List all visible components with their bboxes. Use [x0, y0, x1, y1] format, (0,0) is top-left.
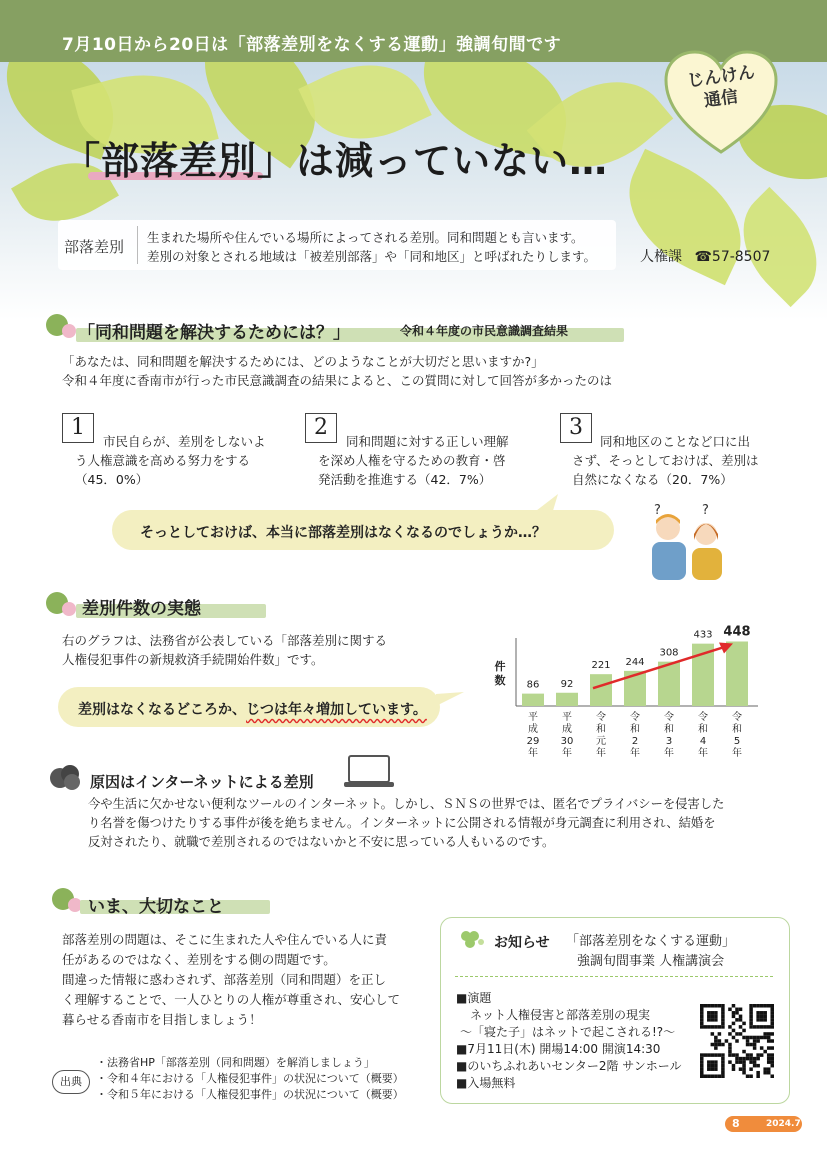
survey-item — [75, 432, 305, 489]
section4-line: 任があるのではなく、差別をする側の問題です。 — [62, 952, 336, 967]
clover-icon — [456, 928, 486, 952]
sources-list — [96, 1055, 404, 1103]
svg-text:?: ? — [654, 503, 661, 518]
item-line: を深め人権を守るための教育・啓 — [318, 453, 506, 468]
badge-line2: 通信 — [702, 86, 740, 112]
chart-tick-label: 年 — [562, 748, 572, 759]
chart-bar — [522, 694, 544, 706]
chart-tick-label: 和 — [698, 724, 708, 735]
section3-line: り名誉を傷つけたりする事件が後を絶ちません。インターネットに公開される情報が身元調査に利用され、結婚を — [88, 816, 716, 830]
source-item: ・法務省HP「部落差別（同和問題）を解消しましょう」 — [96, 1056, 375, 1069]
chart-tick-label: 年 — [528, 748, 538, 759]
increase-plain: 差別はなくなるどころか、 — [78, 702, 246, 718]
qr-code-icon[interactable] — [700, 1004, 774, 1078]
notice-title — [566, 932, 735, 972]
contact-dept: 人権課 — [640, 249, 682, 265]
section4-text — [62, 930, 400, 1030]
chart-value-label: 308 — [659, 647, 679, 659]
survey-item — [318, 432, 548, 489]
bubble-tail-icon — [528, 492, 568, 514]
increase-emphasis: じつは年々増加しています。 — [246, 702, 427, 718]
chart-bar — [556, 693, 578, 706]
definition-line: 差別の対象とされる地域は「被差別部落」や「同和地区」と呼ばれたりします。 — [147, 249, 597, 264]
section3-line: 今や生活に欠かせない便利なツールのインターネット。しかし、ＳＮＳの世界では、匿名でプライバシーを侵害した — [88, 797, 725, 811]
item-line: 同和地区のことなど口に出 — [600, 434, 751, 449]
notice-date: ■7月11日(木) 開場14:00 開演14:30 — [456, 1042, 661, 1056]
chart-tick-label: 和 — [664, 724, 674, 735]
chart-tick-label: 平 — [528, 712, 538, 723]
item-line: 同和問題に対する正しい理解 — [346, 434, 509, 449]
chart-tick-label: 令 — [698, 712, 708, 723]
chart-tick-label: 令 — [630, 712, 640, 723]
chart-tick-label: 年 — [664, 748, 674, 759]
chart-tick-label: 和 — [596, 724, 606, 735]
chart-value-label: 92 — [560, 678, 574, 690]
notice-fee: ■入場無料 — [456, 1076, 516, 1090]
dark-cloud-icon — [46, 762, 82, 792]
item-number: 3 — [560, 413, 592, 443]
chart-tick-label: 2 — [631, 736, 639, 747]
item-number: 1 — [62, 413, 94, 443]
notice-venue: ■のいちふれあいセンター2階 サンホール — [456, 1059, 682, 1073]
notice-topic-label: ■演題 — [456, 991, 492, 1005]
section4-line: 部落差別の問題は、そこに生まれた人や住んでいる人に責 — [62, 932, 388, 947]
laptop-icon — [342, 754, 396, 790]
chart-ylabel: 件数 — [494, 660, 506, 687]
chart-tick-label: 令 — [732, 712, 742, 723]
increase-text — [78, 699, 427, 719]
intro-line: 「あなたは、同和問題を解決するためには、どのようなことが大切だと思いますか?」 — [62, 354, 544, 369]
section3-line: 反対されたり、就職で差別されるのではないかと不安に思っている人もいるのです。 — [88, 835, 555, 849]
definition-text — [147, 228, 596, 266]
item-number: 2 — [305, 413, 337, 443]
bubble-text: そっとしておけば、本当に部落差別はなくなるのでしょうか…？ — [140, 525, 546, 541]
section3-text — [88, 795, 724, 852]
case-count-chart — [490, 624, 760, 784]
source-item: ・令和５年における「人権侵犯事件」の状況について（概要） — [96, 1088, 404, 1101]
contact-info — [640, 246, 770, 266]
notice-topic: 〜「寝た子」はネットで起こされる!?〜 — [460, 1025, 676, 1039]
sources-label: 出典 — [52, 1070, 90, 1094]
intro-line: 令和４年度に香南市が行った市民意識調査の結果によると、この質問に対して回答が多かったのは — [62, 373, 613, 388]
definition-line: 生まれた場所や住んでいる場所によってされる差別。同和問題とも言います。 — [147, 230, 584, 245]
section1-subtitle: 令和４年度の市民意識調査結果 — [400, 324, 569, 338]
heart-badge-text — [662, 62, 780, 112]
notice-label: お知らせ — [494, 935, 550, 951]
chart-tick-label: 5 — [733, 736, 741, 747]
chart-tick-label: 3 — [665, 736, 673, 747]
chart-tick-label: 成 — [562, 724, 572, 735]
item-line: さず、そっとしておけば、差別は — [572, 453, 759, 468]
contact-phone: 57-8507 — [711, 249, 771, 265]
section-bullet-icon — [62, 602, 76, 616]
chart-tick-label: 年 — [630, 748, 640, 759]
page-title: 「部落差別」は減っていない… — [62, 139, 609, 183]
section1-title: 「同和問題を解決するためには？」 — [78, 323, 350, 343]
chart-value-label: 244 — [625, 656, 645, 668]
chart-tick-label: 平 — [562, 712, 572, 723]
notice-title-line: 「部落差別をなくする運動」 — [566, 934, 736, 949]
section4-line: く理解することで、一人ひとりの人権が尊重され、安心して — [62, 992, 401, 1007]
section1-intro — [62, 352, 612, 390]
chart-value-label: 86 — [526, 679, 540, 691]
section2-text — [62, 631, 387, 669]
chart-tick-label: 4 — [699, 736, 707, 747]
chart-tick-label: 和 — [630, 724, 640, 735]
chart-tick-label: 29 — [526, 736, 540, 747]
badge-line1: じんけん — [685, 62, 757, 92]
item-line: う人権意識を高める努力をする — [75, 453, 251, 468]
section3-title: 原因はインターネットによる差別 — [90, 773, 314, 791]
survey-item — [572, 432, 782, 489]
chart-tick-label: 年 — [596, 748, 606, 759]
thinking-people-icon — [636, 500, 732, 580]
section4-title: いま、大切なこと — [88, 897, 224, 917]
section2-line: 右のグラフは、法務省が公表している「部落差別に関する — [62, 633, 388, 648]
section4-line: 間違った情報に惑わされず、部落差別（同和問題）を正し — [62, 972, 387, 987]
definition-divider — [137, 226, 138, 264]
phone-icon: ☎ — [694, 249, 712, 265]
section4-line: 暮らせる香南市を目指しましょう！ — [62, 1012, 262, 1027]
page-number: 8 — [732, 1117, 740, 1130]
chart-tick-label: 令 — [664, 712, 674, 723]
chart-tick-label: 元 — [596, 736, 606, 747]
chart-tick-label: 年 — [698, 748, 708, 759]
chart-bar — [590, 674, 612, 706]
chart-tick-label: 成 — [528, 724, 538, 735]
chart-value-label: 433 — [693, 629, 713, 641]
notice-divider — [455, 976, 773, 978]
chart-value-label: 448 — [723, 624, 751, 640]
item-line: 市民自らが、差別をしないよ — [103, 434, 266, 449]
item-line: （45．0%） — [75, 472, 149, 487]
issue-date: 2024.7 — [766, 1119, 801, 1129]
chart-value-label: 221 — [591, 660, 611, 672]
notice-title-line: 強調旬間事業 人権講演会 — [576, 954, 725, 969]
banner-text: 7月10日から20日は「部落差別をなくする運動」強調旬間です — [62, 35, 562, 55]
item-line: 発活動を推進する（42．7%） — [318, 472, 492, 487]
svg-text:?: ? — [702, 503, 709, 518]
section-bullet-icon — [62, 324, 76, 338]
chart-tick-label: 30 — [560, 736, 574, 747]
definition-label: 部落差別 — [64, 238, 125, 256]
source-item: ・令和４年における「人権侵犯事件」の状況について（概要） — [96, 1072, 404, 1085]
chart-bar — [658, 662, 680, 706]
item-line: 自然になくなる（20．7%） — [572, 472, 733, 487]
notice-details — [456, 990, 681, 1092]
bubble-tail-icon — [436, 690, 466, 710]
chart-tick-label: 和 — [732, 724, 742, 735]
chart-tick-label: 令 — [596, 712, 606, 723]
chart-bar — [726, 641, 748, 706]
section2-title: 差別件数の実態 — [82, 599, 201, 619]
notice-topic: ネット人権侵害と部落差別の現実 — [470, 1008, 651, 1022]
section2-line: 人権侵犯事件の新規救済手続開始件数」です。 — [62, 652, 324, 667]
chart-tick-label: 年 — [732, 748, 742, 759]
